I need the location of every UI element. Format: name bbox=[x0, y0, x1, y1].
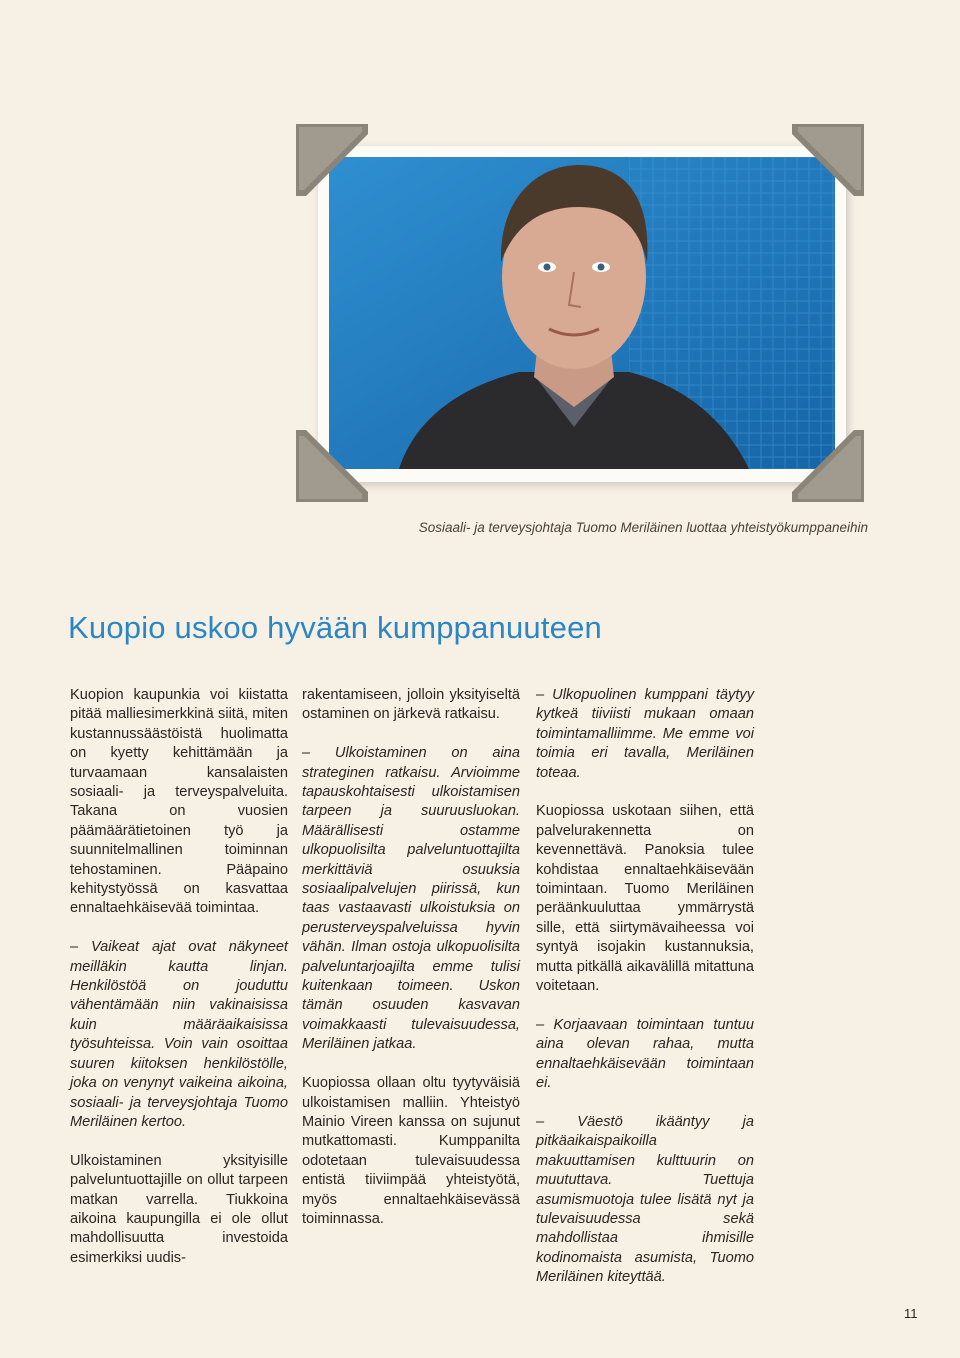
quote-paragraph: – Väestö ikääntyy ja pitkäaikaispaikoilla makuuttamisen kulttuurin on muututtava. Tuettuja asumismuotoja tulee lisätä nyt ja tulevaisuudessa sekä mahdollistaa ihmisille kodinomaista asumista, Tuomo Meriläinen kiteyttää. bbox=[536, 1113, 754, 1286]
quote-paragraph: – Korjaavaan toimintaan tuntuu aina olevan rahaa, mutta ennaltaehkäisevään toimintaan ei. bbox=[536, 1016, 754, 1092]
quote-paragraph: – Ulkopuolinen kumppani täytyy kytkeä tiiviisti mukaan omaan toimintamalliimme. Me emme voi toimia eri tavalla, Meriläinen toteaa. bbox=[536, 687, 754, 781]
portrait-photo bbox=[329, 157, 835, 469]
photo-frame bbox=[318, 146, 846, 482]
paragraph: Kuopiossa ollaan oltu tyytyväisiä ulkoistamisen malliin. Yhteistyö Mainio Vireen kanssa on sujunut mutkattomasti. Kumppanilta odotetaan tulevaisuudessa entistä tiiviimpää yhteistyötä, myös ennaltaehkäisevässä toiminnassa. bbox=[302, 1075, 520, 1227]
photo-corner-icon bbox=[792, 124, 864, 196]
quote-paragraph: – Ulkoistaminen on aina strateginen ratkaisu. Arvioimme tapauskohtaisesti ulkoistamisen tarpeen ja suuruusluokan. Määrällisesti ostamme ulkopuolisilta palveluntuottajilta merkittäviä osuuksia sosiaalipalvelujen piirissä, kun taas vastaavasti ulkoistuksia on perusterveyspalveluissa hyvin vähän. Ilman ostoja ulkopuolisilta palveluntarjoajilta emme tulisi kuitenkaan toimeen. Uskon tämän osuuden kasvavan voimakkaasti tulevaisuudessa, Meriläinen jatkaa. bbox=[302, 745, 520, 1053]
photo-corner-icon bbox=[296, 124, 368, 196]
paragraph: Kuopion kaupunkia voi kiistatta pitää malliesimerkkinä siitä, miten kustannussäästöistä huolimatta on kyetty kehittämään ja turvaamaan kansalaisten sosiaali- ja terveyspalveluita. Takana on vuosien päämäärätietoinen työ ja suunnitelmallinen toiminnan tehostaminen. Pääpaino kehitystyössä on kasvattaa ennaltaehkäisevää toimintaa. bbox=[70, 687, 288, 917]
article-headline: Kuopio uskoo hyvään kumppanuuteen bbox=[68, 610, 602, 645]
paragraph: Kuopiossa uskotaan siihen, että palvelurakennetta on kevennettävä. Panoksia tulee kohdistaa ennaltaehkäisevään toimintaan. Tuomo Meriläinen peräänkuuluttaa ymmärrystä sille, että siirtymävaiheessa voi syntyä isojakin kustannuksia, mutta pitkällä aikavälillä mitattuna voitetaan. bbox=[536, 803, 754, 995]
quote-paragraph: – Vaikeat ajat ovat näkyneet meilläkin kautta linjan. Henkilöstöä on jouduttu vähentämään niin vakinaisissa kuin määräaikaisissa työsuhteissa. Voin vain osoittaa suuren kiitoksen henkilöstölle, joka on venynyt vaikeina aikoina, sosiaali- ja terveysjohtaja Tuomo Meriläinen kertoo. bbox=[70, 939, 288, 1130]
article-column-1 bbox=[70, 686, 288, 1288]
article-column-3 bbox=[536, 686, 754, 1307]
page-number: 11 bbox=[904, 1306, 918, 1321]
paragraph: Ulkoistaminen yksityisille palveluntuottajille on ollut tarpeen matkan varrella. Tiukkoina aikoina kaupungilla ei ole ollut mahdollisuutta investoida esimerkiksi uudis- bbox=[70, 1152, 288, 1266]
portrait-illustration bbox=[329, 157, 835, 469]
photo-corner-icon bbox=[296, 430, 368, 502]
photo-corner-icon bbox=[792, 430, 864, 502]
article-column-2 bbox=[302, 686, 520, 1249]
paragraph: rakentamiseen, jolloin yksityiseltä ostaminen on järkevä ratkaisu. bbox=[302, 687, 520, 723]
photo-caption: Sosiaali- ja terveysjohtaja Tuomo Meriläinen luottaa yhteistyökumppaneihin bbox=[418, 520, 868, 535]
